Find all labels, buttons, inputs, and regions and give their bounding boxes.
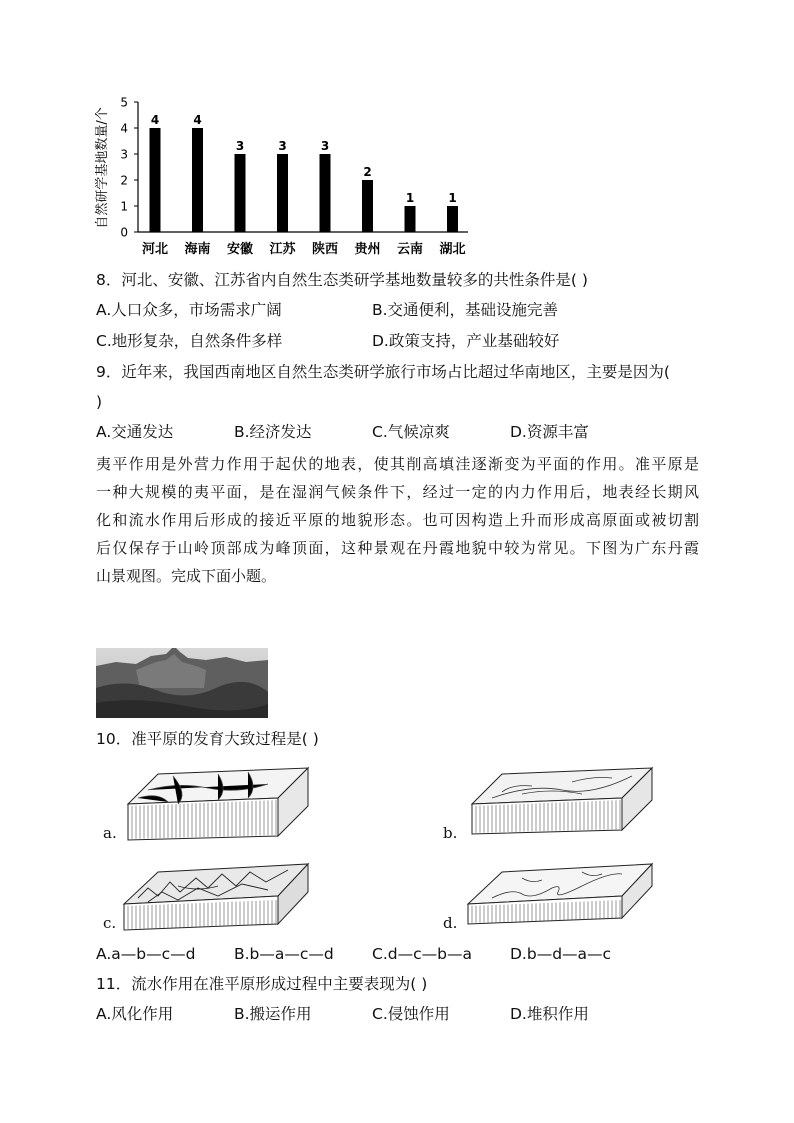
- landform-diagram-a: [118, 764, 318, 844]
- q8-option-a[interactable]: A.人口众多，市场需求广阔: [96, 301, 282, 319]
- q9-option-a[interactable]: A.交通发达: [96, 423, 174, 441]
- y-tick-label: 4: [120, 121, 128, 136]
- q9-option-c[interactable]: C.气候凉爽: [372, 423, 450, 441]
- y-tick-label: 0: [120, 225, 128, 240]
- passage-row: 山景观图。完成下面小题。: [96, 567, 277, 585]
- category-label: 云南: [396, 242, 424, 257]
- bar: [192, 128, 203, 232]
- landform-diagram-d: [462, 858, 662, 938]
- q9-option-b[interactable]: B.经济发达: [234, 423, 312, 441]
- q11-option-d[interactable]: D.堆积作用: [510, 1005, 589, 1023]
- landform-diagram-b: [462, 764, 662, 844]
- q10-option-d[interactable]: D.b—d—a—c: [510, 945, 612, 963]
- bar-data-label: 3: [320, 139, 330, 153]
- bar: [362, 180, 373, 232]
- diagram-label-b: b.: [443, 824, 458, 842]
- bar-data-label: 1: [448, 191, 457, 205]
- q9-stem: 9．近年来，我国西南地区自然生态类研学旅行市场占比超过华南地区，主要是因为(: [96, 363, 670, 381]
- q9-stem-paren: ): [96, 393, 103, 411]
- diagram-label-d: d.: [443, 914, 458, 932]
- q11-stem: 11．流水作用在准平原形成过程中主要表现为( ): [96, 975, 428, 993]
- q10-option-c[interactable]: C.d—c—b—a: [372, 945, 472, 963]
- category-label: 安徽: [226, 242, 254, 257]
- q10-option-a[interactable]: A.a—b—c—d: [96, 945, 196, 963]
- y-tick-label: 2: [120, 173, 128, 188]
- bar: [447, 206, 458, 232]
- bar: [405, 206, 416, 232]
- category-label: 贵州: [354, 242, 381, 257]
- q11-option-a[interactable]: A.风化作用: [96, 1005, 174, 1023]
- passage-row: 一种大规模的夷平面，是在湿润气候条件下，经过一定的内力作用后，地表经长期风: [96, 483, 699, 501]
- q9-option-d[interactable]: D.资源丰富: [510, 423, 589, 441]
- y-tick-label: 5: [120, 95, 128, 110]
- bar-chart: [0, 0, 794, 265]
- bar-data-label: 3: [278, 139, 287, 153]
- category-label: 江苏: [269, 242, 296, 257]
- y-tick-label: 1: [120, 199, 128, 214]
- category-label: 河北: [141, 242, 169, 257]
- q11-option-b[interactable]: B.搬运作用: [234, 1005, 312, 1023]
- bar-data-label: 1: [405, 191, 415, 205]
- passage-row: 夷平作用是外营力作用于起伏的地表，使其削高填洼逐渐变为平面的作用。准平原是: [96, 455, 699, 473]
- q8-option-b[interactable]: B.交通便利，基础设施完善: [372, 301, 559, 319]
- category-label: 海南: [184, 242, 211, 257]
- diagram-label-c: c.: [103, 914, 117, 932]
- q11-option-c[interactable]: C.侵蚀作用: [372, 1005, 450, 1023]
- chart-ylabel: 自然研学基地数量/个: [95, 107, 110, 229]
- bar-data-label: 4: [150, 113, 160, 127]
- diagram-label-a: a.: [103, 824, 117, 842]
- bar: [150, 128, 161, 232]
- category-label: 湖北: [439, 242, 466, 257]
- bar: [235, 154, 246, 232]
- category-label: 陕西: [311, 242, 339, 257]
- bar-data-label: 4: [193, 113, 202, 127]
- bar-data-label: 2: [363, 165, 372, 179]
- bar: [277, 154, 288, 232]
- bar: [320, 154, 331, 232]
- q8-option-c[interactable]: C.地形复杂，自然条件多样: [96, 332, 283, 350]
- q10-stem: 10．准平原的发育大致过程是( ): [96, 730, 319, 748]
- q8-option-d[interactable]: D.政策支持，产业基础较好: [372, 332, 560, 350]
- danxia-photo: [96, 648, 268, 718]
- bar-data-label: 3: [235, 139, 245, 153]
- passage: [96, 450, 699, 590]
- q10-option-b[interactable]: B.b—a—c—d: [234, 945, 334, 963]
- passage-row: 化和流水作用后形成的接近平原的地貌形态。也可因构造上升而形成高原面或被切割: [96, 511, 699, 529]
- y-tick-label: 3: [120, 147, 128, 162]
- landform-diagram-c: [118, 858, 318, 938]
- passage-row: 后仅保存于山岭顶部成为峰顶面，这种景观在丹霞地貌中较为常见。下图为广东丹霞: [96, 539, 699, 557]
- q8-stem: 8．河北、安徽、江苏省内自然生态类研学基地数量较多的共性条件是( ): [96, 271, 588, 289]
